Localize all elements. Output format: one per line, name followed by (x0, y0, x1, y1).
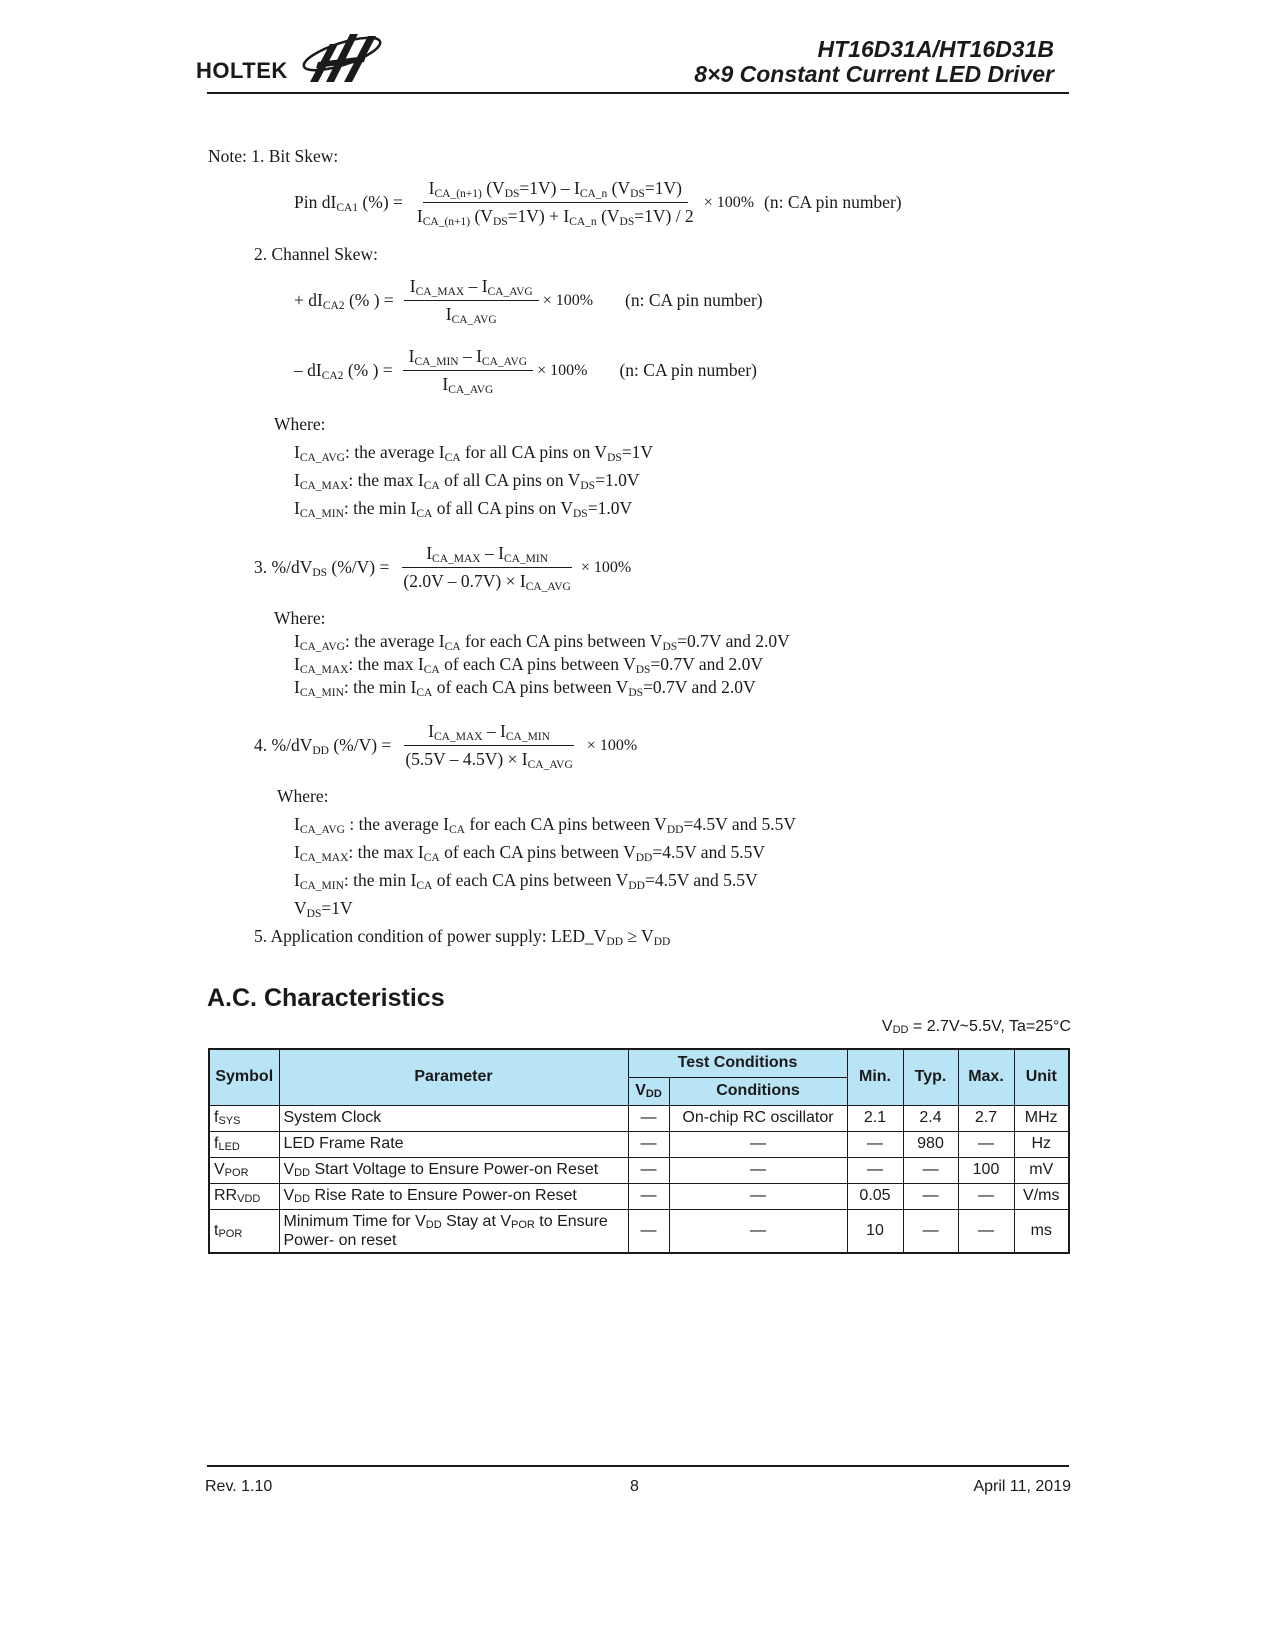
cell-typ: 2.4 (903, 1105, 958, 1131)
cell-min: — (847, 1131, 903, 1157)
item3-denominator: $(2.0V - 0.7V) \times I_{CA\_AVG}$ (403, 571, 571, 593)
cell-conditions: — (669, 1209, 847, 1253)
col-header-vdd: $V_{DD}$ (628, 1077, 669, 1105)
cell-conditions: — (669, 1157, 847, 1183)
cell-parameter: $V_{DD}$ Rise Rate to Ensure Power-on Reset (279, 1183, 628, 1209)
minus-skew-fraction (403, 346, 533, 395)
logo-mark-icon (296, 26, 388, 84)
col-header-test-conditions: Test Conditions (628, 1049, 847, 1077)
col-header-symbol: Symbol (209, 1049, 279, 1105)
cell-parameter: LED Frame Rate (279, 1131, 628, 1157)
where4-vds-line: $V_{DS}=1V$ (294, 898, 353, 920)
cell-max: — (958, 1209, 1014, 1253)
bit-skew-comment: (n: CA pin number) (764, 192, 902, 212)
where2-line-avg: $I_{CA\_AVG}$: the average $I_{CA}$ for all CA pins on $V_{DS}=1V$ (294, 442, 654, 464)
item4-lhs: 4. $\%/dV_{DD}$ (%/V) = (254, 735, 392, 757)
minus-skew-lhs: – $dI_{CA2}$ (% ) = (294, 360, 393, 382)
cell-unit: MHz (1014, 1105, 1069, 1131)
cell-max: 100 (958, 1157, 1014, 1183)
footer-revision: Rev. 1.10 (205, 1478, 273, 1495)
cell-parameter: Minimum Time for $V_{DD}$ Stay at $V_{POR}$ to Ensure Power- on reset (279, 1209, 628, 1253)
item3-rhs: × 100% (580, 558, 632, 576)
bit-skew-lhs: Pin $dI_{CA1}$ (%) = (294, 192, 403, 214)
where-label-3: Where: (274, 608, 326, 628)
where-label-4: Where: (277, 786, 329, 806)
notes-intro: Note: 1. Bit Skew: (208, 146, 339, 166)
bit-skew-fraction (411, 178, 700, 227)
item4-equation (254, 721, 637, 770)
where3-line-max: $I_{CA\_MAX}$: the $\max I_{CA}$ of each CA pins between $V_{DS}=0.7V$ and 2.0V (294, 654, 764, 676)
table-row (209, 1209, 1069, 1253)
doc-title: 8×9 Constant Current LED Driver (694, 61, 1054, 87)
cell-conditions: — (669, 1183, 847, 1209)
cell-typ: 980 (903, 1131, 958, 1157)
plus-skew-lhs: + $dI_{CA2}$ (% ) = (294, 290, 394, 312)
col-header-conditions: Conditions (669, 1077, 847, 1105)
cell-parameter: System Clock (279, 1105, 628, 1131)
col-header-parameter: Parameter (279, 1049, 628, 1105)
cell-symbol: $t_{POR}$ (209, 1209, 279, 1253)
minus-skew-denominator: $I_{CA\_AVG}$ (442, 374, 494, 396)
cell-min: 10 (847, 1209, 903, 1253)
holtek-logo (196, 26, 386, 86)
cell-vdd: — (628, 1183, 669, 1209)
cell-min: 0.05 (847, 1183, 903, 1209)
item4-denominator: $(5.5V - 4.5V) \times I_{CA\_AVG}$ (405, 749, 573, 771)
table-row (209, 1131, 1069, 1157)
where3-line-min: $I_{CA\_MIN}$: the $\min I_{CA}$ of each CA pins between $V_{DS}=0.7V$ and 2.0V (294, 677, 756, 699)
bit-skew-denominator: $I_{CA\_(n+1)}$ $(V_{DS}=1V) + I_{CA\_n}$ $(V_{DS}=1V) / 2$ (416, 206, 694, 228)
cell-vdd: — (628, 1157, 669, 1183)
where-label-2: Where: (274, 414, 326, 434)
minus-skew-numerator: $I_{CA\_MIN} - I_{CA\_AVG}$ (403, 346, 533, 371)
cell-unit: V/ms (1014, 1183, 1069, 1209)
cell-typ: — (903, 1157, 958, 1183)
table-row (209, 1183, 1069, 1209)
where4-line-avg: $I_{CA\_AVG}$ : the average $I_{CA}$ for each CA pins between $V_{DD}=4.5V$ and 5.5V (294, 814, 797, 836)
ac-section-title: A.C. Characteristics (207, 984, 445, 1012)
col-header-max: Max. (958, 1049, 1014, 1105)
where3-line-avg: $I_{CA\_AVG}$: the average $I_{CA}$ for each CA pins between $V_{DS}=0.7V$ and 2.0V (294, 631, 790, 653)
where2-line-max: $I_{CA\_MAX}$: the $\max I_{CA}$ of all CA pins on $V_{DS}=1.0V$ (294, 470, 640, 492)
cell-vdd: — (628, 1131, 669, 1157)
cell-symbol: $f_{LED}$ (209, 1131, 279, 1157)
minus-skew-rhs: × 100% (537, 361, 588, 379)
cell-typ: — (903, 1183, 958, 1209)
ac-characteristics-table (208, 1048, 1070, 1254)
cell-min: 2.1 (847, 1105, 903, 1131)
cell-vdd: — (628, 1209, 669, 1253)
cell-vdd: — (628, 1105, 669, 1131)
minus-skew-comment: (n: CA pin number) (619, 360, 758, 380)
cell-min: — (847, 1157, 903, 1183)
footer-date: April 11, 2019 (973, 1478, 1071, 1495)
plus-skew-rhs: × 100% (542, 291, 594, 309)
footer-page-number: 8 (630, 1478, 639, 1495)
cell-typ: — (903, 1209, 958, 1253)
logo-wordmark: HOLTEK (196, 58, 288, 83)
col-header-typ: Typ. (903, 1049, 958, 1105)
plus-skew-fraction (404, 276, 539, 325)
minus-skew-equation (294, 346, 757, 395)
cell-conditions: On-chip RC oscillator (669, 1105, 847, 1131)
bit-skew-numerator: $I_{CA\_(n+1)}$ $(V_{DS}=1V) - I_{CA\_n}$ $(V_{DS}=1V)$ (423, 178, 688, 203)
item3-numerator: $I_{CA\_MAX} - I_{CA\_MIN}$ (402, 543, 572, 568)
col-header-min: Min. (847, 1049, 903, 1105)
cell-symbol: $RR_{VDD}$ (209, 1183, 279, 1209)
bit-skew-rhs: × 100% (703, 193, 755, 211)
plus-skew-comment: (n: CA pin number) (625, 290, 763, 310)
item4-numerator: $I_{CA\_MAX} - I_{CA\_MIN}$ (404, 721, 574, 746)
plus-skew-denominator: $I_{CA\_AVG}$ (445, 304, 497, 326)
item5-power-supply: 5. Application condition of power supply: $LED\_V_{DD} \ge V_{DD}$ (254, 926, 671, 948)
item4-fraction (399, 721, 578, 770)
cell-max: — (958, 1183, 1014, 1209)
bit-skew-equation (294, 178, 902, 227)
channel-skew-title: 2. Channel Skew: (254, 244, 378, 264)
item3-equation (254, 543, 631, 592)
where4-line-min: $I_{CA\_MIN}$: the $\min I_{CA}$ of each CA pins between $V_{DD}=4.5V$ and 5.5V (294, 870, 758, 892)
cell-unit: Hz (1014, 1131, 1069, 1157)
item3-fraction (397, 543, 576, 592)
plus-skew-equation (294, 276, 763, 325)
header-rule (207, 92, 1069, 94)
where4-line-max: $I_{CA\_MAX}$: the $\max I_{CA}$ of each CA pins between $V_{DD}=4.5V$ and 5.5V (294, 842, 765, 864)
plus-skew-numerator: $I_{CA\_MAX} - I_{CA\_AVG}$ (404, 276, 539, 301)
cell-unit: mV (1014, 1157, 1069, 1183)
footer-rule (207, 1465, 1069, 1467)
where2-line-min: $I_{CA\_MIN}$: the $\min I_{CA}$ of all CA pins on $V_{DS}=1.0V$ (294, 498, 633, 520)
cell-symbol: $V_{POR}$ (209, 1157, 279, 1183)
cell-parameter: $V_{DD}$ Start Voltage to Ensure Power-on Reset (279, 1157, 628, 1183)
cell-unit: ms (1014, 1209, 1069, 1253)
cell-conditions: — (669, 1131, 847, 1157)
part-number: HT16D31A/HT16D31B (817, 36, 1054, 62)
cell-symbol: $f_{SYS}$ (209, 1105, 279, 1131)
item4-rhs: × 100% (586, 736, 638, 754)
col-header-unit: Unit (1014, 1049, 1069, 1105)
table-row (209, 1157, 1069, 1183)
cell-max: 2.7 (958, 1105, 1014, 1131)
cell-max: — (958, 1131, 1014, 1157)
ac-conditions-note: $V_{DD}$ = 2.7V~5.5V, Ta=25°C (881, 1018, 1071, 1036)
item3-lhs: 3. $\%/dV_{DS}$ (%/V) = (254, 557, 390, 579)
table-row (209, 1105, 1069, 1131)
